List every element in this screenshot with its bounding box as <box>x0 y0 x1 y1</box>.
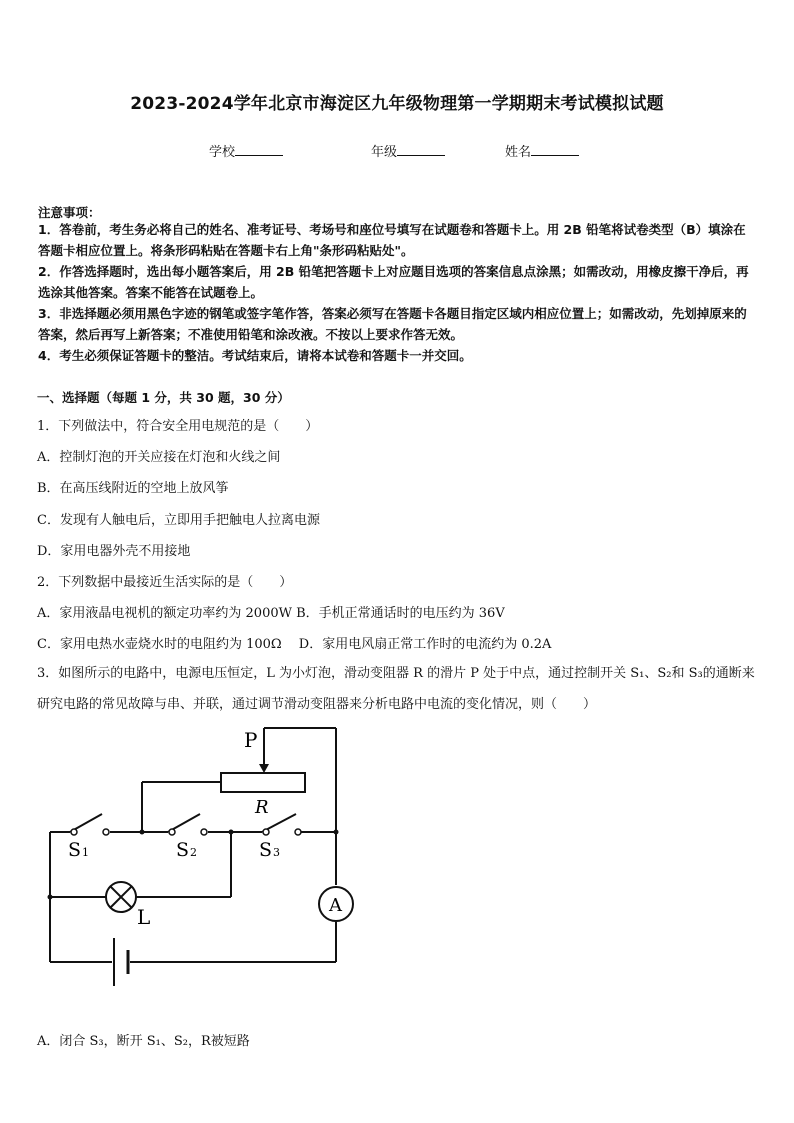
q2-options-ab: A．家用液晶电视机的额定功率约为 2000W B．手机正常通话时的电压约为 36V <box>37 606 505 621</box>
name-label: 姓名 <box>505 145 532 160</box>
grade-label: 年级 <box>371 145 398 160</box>
name-field <box>505 141 579 160</box>
section-heading: 一、选择题（每题 1 分，共 30 题，30 分） <box>37 390 290 405</box>
grade-blank[interactable] <box>397 143 445 156</box>
q3-stem: 3．如图所示的电路中，电源电压恒定，L 为小灯泡，滑动变阻器 R 的滑片 P 处于中点，通过控制开关 S₁、S₂和 S₃的通断来研究电路的常见故障与串、并联，通过调节滑动变阻器来分析电路中电流的变化情况，则（ ） <box>37 666 755 712</box>
grade-field <box>371 141 445 160</box>
school-label: 学校 <box>209 145 236 160</box>
q2-options-cd: C．家用电热水壶烧水时的电阻约为 100Ω D．家用电风扇正常工作时的电流约为 0.2A <box>37 637 552 652</box>
q2-stem: 2．下列数据中最接近生活实际的是（ ） <box>37 575 293 590</box>
label-s1: S <box>68 839 82 861</box>
notice-item-1: 1．答卷前，考生务必将自己的姓名、准考证号、考场号和座位号填写在试题卷和答题卡上。用 2B 铅笔将试卷类型（B）填涂在答题卡相应位置上。将条形码粘贴在答题卡右上角"条形码粘贴处"。 <box>38 222 746 258</box>
q3-option-a: A．闭合 S₃，断开 S₁、S₂，R被短路 <box>37 1034 250 1049</box>
q1-option-d: D．家用电器外壳不用接地 <box>37 544 191 559</box>
notice-heading: 注意事项： <box>38 205 101 220</box>
label-lamp: L <box>137 905 151 929</box>
label-s3: S <box>259 839 273 861</box>
label-r: R <box>255 797 269 818</box>
label-s1-sub: 1 <box>82 846 89 859</box>
notice-item-2: 2．作答选择题时，选出每小题答案后，用 2B 铅笔把答题卡上对应题目选项的答案信息点涂黑；如需改动，用橡皮擦干净后，再选涂其他答案。答案不能答在试题卷上。 <box>38 264 749 300</box>
school-field <box>209 141 283 160</box>
circuit-diagram <box>0 720 400 1000</box>
school-blank[interactable] <box>235 143 283 156</box>
name-blank[interactable] <box>531 143 579 156</box>
q1-option-a: A．控制灯泡的开关应接在灯泡和火线之间 <box>37 450 281 465</box>
notice-item-3: 3．非选择题必须用黑色字迹的钢笔或签字笔作答，答案必须写在答题卡各题目指定区域内相应位置上；如需改动，先划掉原来的答案，然后再写上新答案；不准使用铅笔和涂改液。不按以上要求作答无效。 <box>38 306 747 342</box>
label-s3-sub: 3 <box>273 846 280 859</box>
q1-stem: 1．下列做法中，符合安全用电规范的是（ ） <box>37 419 319 434</box>
page-title: 2023-2024学年北京市海淀区九年级物理第一学期期末考试模拟试题 <box>130 94 664 114</box>
q1-option-b: B．在高压线附近的空地上放风筝 <box>37 481 229 496</box>
label-ammeter: A <box>329 895 342 916</box>
q1-option-c: C．发现有人触电后，立即用手把触电人拉离电源 <box>37 513 320 528</box>
label-s2-sub: 2 <box>190 846 197 859</box>
notice-item-4: 4．考生必须保证答题卡的整洁。考试结束后，请将本试卷和答题卡一并交回。 <box>38 348 472 363</box>
label-s2: S <box>176 839 190 861</box>
label-p: P <box>244 728 258 752</box>
